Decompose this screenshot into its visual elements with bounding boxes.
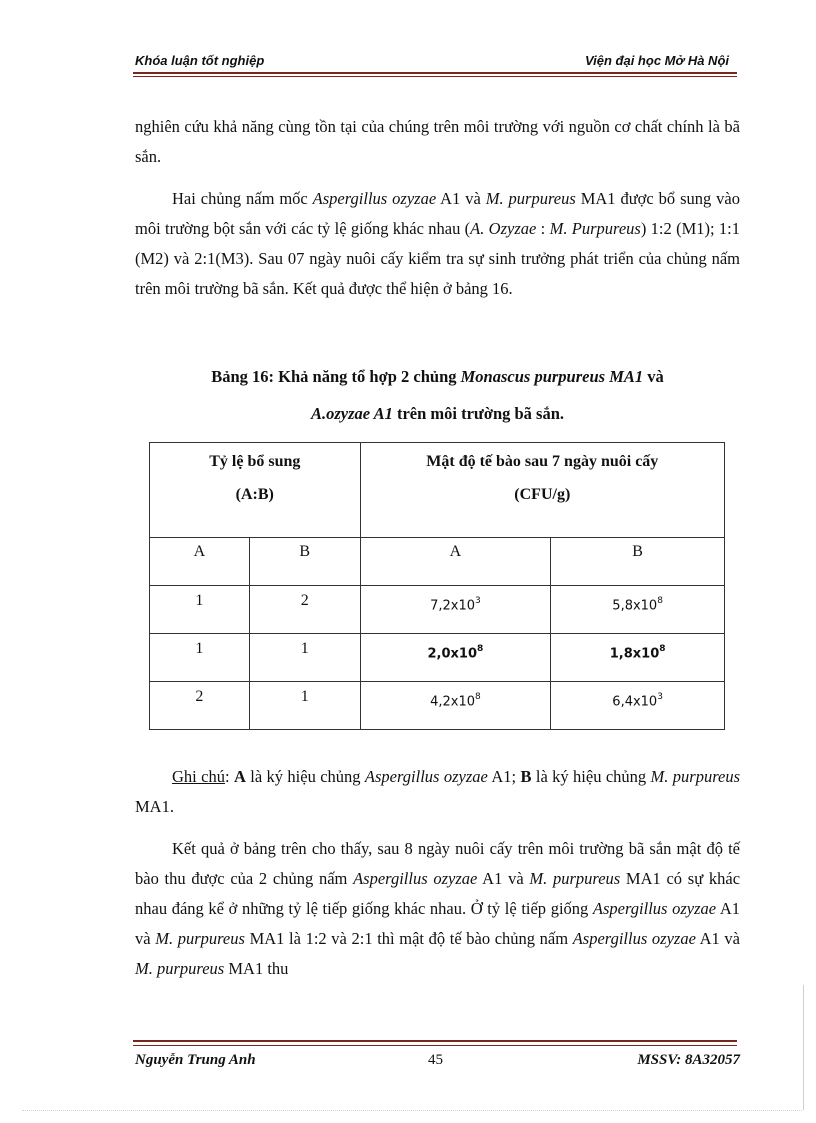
para3-i1: Aspergillus ozyzae [353, 869, 478, 888]
para3-i4: M. purpureus [155, 929, 245, 948]
page-edge-line [803, 985, 804, 1110]
density-a-cell [360, 682, 551, 730]
caption-i2: A.ozyzae A1 [310, 404, 393, 423]
density-b-exp: 8 [657, 596, 663, 606]
caption-i1: Monascus purpureus MA1 [460, 367, 644, 386]
table-row [150, 634, 725, 682]
para3-t1: Kết quả ở bảng trên cho thấy, sau 8 ngày nuôi cấy trên môi trường bã sắn mật độ tế bào thu được của 2 chủng nấm [135, 839, 740, 888]
table-subheader-row [150, 538, 725, 586]
note-label: Ghi chú [172, 767, 225, 786]
density-a-exp: 8 [477, 644, 484, 654]
table-row [150, 586, 725, 634]
paragraph-2 [135, 184, 740, 304]
density-b-value: 6,4x10 [612, 694, 658, 710]
para1-text: nghiên cứu khả năng cùng tồn tại của chúng trên môi trường với nguồn cơ chất chính là bã sắn. [135, 117, 740, 166]
note-b1: A [233, 767, 246, 786]
caption-t2: và [643, 367, 664, 386]
para2-i2: M. purpureus [485, 189, 576, 208]
page-number: 45 [428, 1052, 443, 1068]
para2-t1: Hai chủng nấm mốc [172, 189, 313, 208]
density-a-exp: 3 [475, 596, 481, 606]
header-ratio-unit: (A:B) [235, 486, 274, 503]
ratio-a-cell: 2 [150, 682, 250, 730]
density-b-value: 1,8x10 [609, 646, 660, 662]
note-t3: A1; [487, 767, 521, 786]
para3-i6: M. purpureus [135, 959, 225, 978]
paragraph-1 [135, 112, 740, 172]
ratio-b-cell: 2 [249, 586, 360, 634]
header-density-cell [360, 443, 724, 538]
density-b-exp: 3 [657, 692, 663, 702]
para2-i4: M. Purpureus [549, 219, 641, 238]
para2-i1: Aspergillus ozyzae [312, 189, 437, 208]
note-i2: M. purpureus [650, 767, 741, 786]
note-paragraph [135, 762, 740, 822]
sub-density-b: B [551, 538, 725, 586]
density-a-exp: 8 [475, 692, 481, 702]
para3-i3: Aspergillus ozyzae [592, 899, 717, 918]
header-ratio-label: Tỷ lệ bổ sung [209, 453, 301, 470]
sub-ratio-b: B [249, 538, 360, 586]
para2-t3: MA1 được bổ sung vào môi trường bột sắn với các tỷ lệ giống khác nhau ( [135, 189, 740, 238]
density-a-value: 2,0x10 [427, 646, 478, 662]
note-t2: là ký hiệu chủng [245, 767, 365, 786]
caption-line-1 [135, 358, 740, 395]
body-top [135, 112, 740, 304]
footer-author: Nguyễn Trung Anh [135, 1052, 256, 1068]
header-left: Khóa luận tốt nghiệp [135, 53, 265, 68]
header-rule [133, 72, 737, 74]
note-t5: MA1. [135, 797, 174, 816]
density-b-cell [551, 586, 725, 634]
header-density-unit: (CFU/g) [514, 486, 571, 503]
footer-rule [133, 1040, 737, 1042]
header-right: Viện đại học Mở Hà Nội [584, 53, 729, 68]
density-a-value: 7,2x10 [430, 598, 475, 614]
footer-rule-thin [133, 1045, 737, 1046]
body-bottom [135, 762, 740, 984]
para3-i5: Aspergillus ozyzae [572, 929, 696, 948]
para2-i3: A. Ozyzae [470, 219, 537, 238]
ratio-a-cell: 1 [150, 634, 250, 682]
para3-t3: MA1 có sự khác nhau đáng kể ở những tỷ lệ tiếp giống khác nhau. Ở tỷ lệ tiếp giống [135, 869, 741, 918]
header-density-label: Mật độ tế bào sau 7 ngày nuôi cấy [426, 453, 659, 470]
table-header-row [150, 443, 725, 538]
para2-t4: : [536, 219, 550, 238]
note-i1: Aspergillus ozyzae [364, 767, 488, 786]
density-b-cell [551, 634, 725, 682]
density-a-cell [360, 586, 551, 634]
sub-density-a: A [360, 538, 551, 586]
ratio-a-cell: 1 [150, 586, 250, 634]
note-b2: B [520, 767, 532, 786]
density-b-value: 5,8x10 [612, 598, 658, 614]
table-caption [135, 358, 740, 432]
header-ratio-cell [150, 443, 361, 538]
para3-i2: M. purpureus [529, 869, 621, 888]
density-b-exp: 8 [659, 644, 666, 654]
note-t4: là ký hiệu chủng [531, 767, 651, 786]
caption-t3: trên môi trường bã sắn. [392, 404, 565, 423]
footer-student-id: MSSV: 8A32057 [637, 1052, 740, 1068]
page-bottom-line [22, 1110, 802, 1112]
caption-t1: Bảng 16: Khả năng tổ hợp 2 chủng [211, 367, 461, 386]
sub-ratio-a: A [150, 538, 250, 586]
para3-t4: A1 và [135, 899, 740, 948]
header-rule-thin [133, 76, 737, 77]
data-table [149, 442, 725, 730]
ratio-b-cell: 1 [249, 682, 360, 730]
page-footer [135, 1052, 740, 1072]
para3-t7: MA1 thu [224, 959, 289, 978]
density-b-cell [551, 682, 725, 730]
para3-t6: A1 và [695, 929, 740, 948]
paragraph-3 [135, 834, 740, 984]
para3-t2: A1 và [477, 869, 530, 888]
table-row [150, 682, 725, 730]
page-header [135, 53, 729, 68]
para3-t5: MA1 là 1:2 và 2:1 thì mật độ tế bào chủng nấm [244, 929, 573, 948]
para2-t5: ) 1:2 (M1); 1:1 (M2) và 2:1(M3). Sau 07 ngày nuôi cấy kiểm tra sự sinh trưởng phát triển của chủng nấm trên môi trường bã sắn. Kết quả được thể hiện ở bảng 16. [135, 219, 740, 298]
note-t1: : [224, 767, 234, 786]
para2-t2: A1 và [436, 189, 486, 208]
density-a-value: 4,2x10 [430, 694, 475, 710]
ratio-b-cell: 1 [249, 634, 360, 682]
caption-line-2 [135, 395, 740, 432]
density-a-cell [360, 634, 551, 682]
